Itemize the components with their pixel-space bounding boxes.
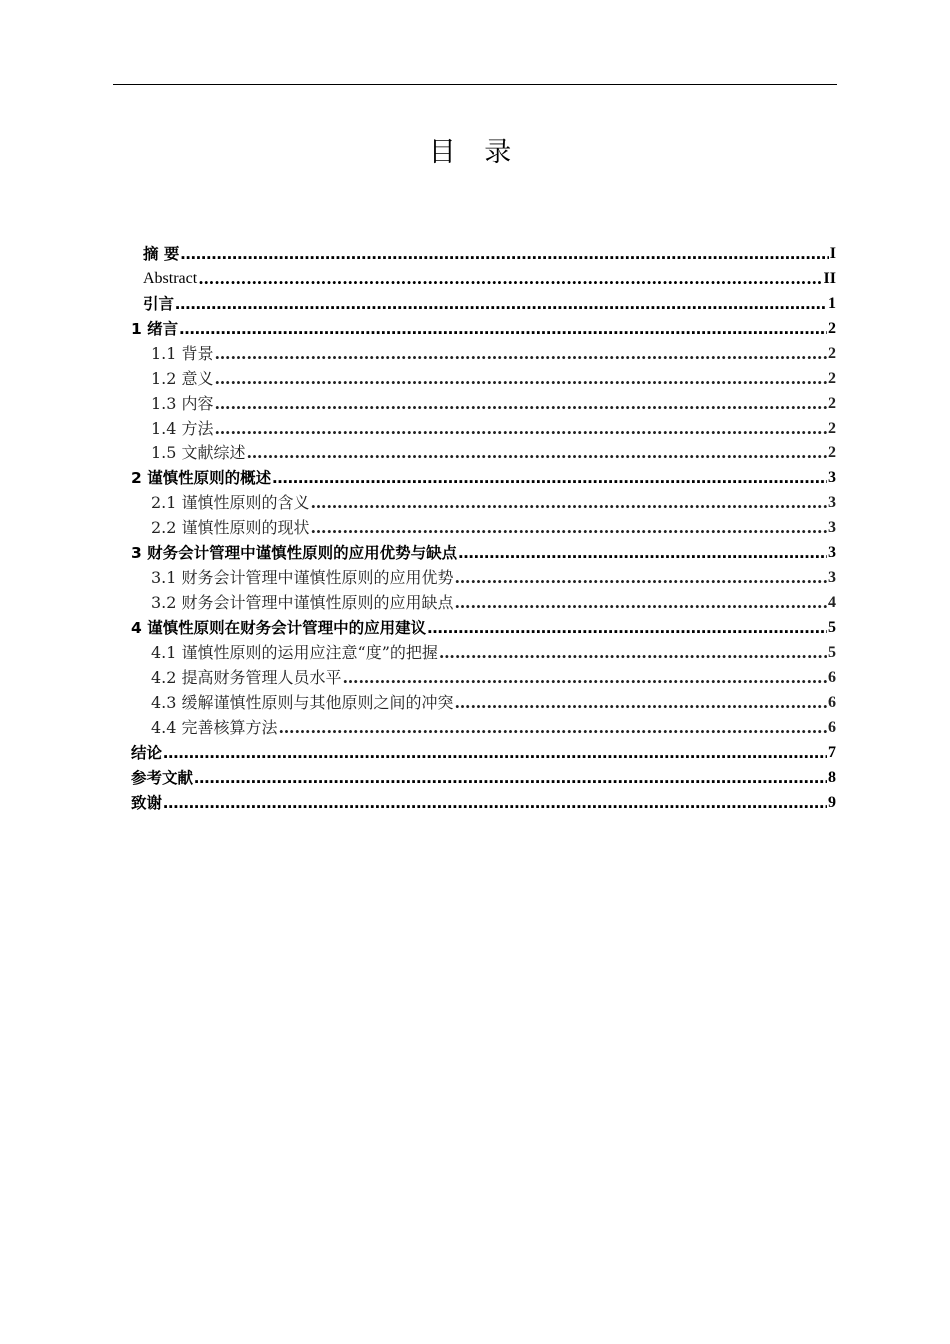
toc-entry-section-2-1[interactable]	[131, 488, 836, 513]
toc-page-number: 6	[828, 693, 836, 711]
toc-leader	[180, 244, 828, 264]
toc-leader	[458, 543, 827, 563]
toc-page-number: 5	[828, 619, 836, 636]
toc-page-number: 3	[828, 494, 836, 512]
toc-entry-label: Abstract	[143, 269, 198, 287]
toc-entry-label: 2 谨慎性原则的概述	[131, 469, 272, 488]
toc-entry-label: 引言	[143, 294, 175, 313]
toc-entry-section-4-1[interactable]	[131, 638, 836, 663]
toc-page-number: 4	[828, 594, 836, 612]
toc-page-number: 2	[828, 319, 836, 337]
toc-page-number: I	[829, 244, 836, 262]
toc-entry-chapter-4[interactable]	[131, 613, 836, 638]
toc-entry-label: 参考文献	[131, 768, 194, 787]
toc-entry-section-1-1[interactable]	[131, 339, 836, 364]
toc-entry-section-1-3[interactable]	[131, 389, 836, 414]
toc-entry-section-1-2[interactable]	[131, 364, 836, 389]
toc-entry-chapter-3[interactable]	[131, 538, 836, 563]
toc-page-number: 2	[828, 419, 836, 437]
toc-leader	[279, 718, 827, 738]
toc-entry-section-1-4[interactable]	[131, 414, 836, 439]
toc-entry-abstract-en[interactable]	[131, 264, 836, 289]
toc-page-number: 6	[828, 668, 836, 686]
toc-leader	[215, 419, 827, 439]
toc-entry-section-2-2[interactable]	[131, 513, 836, 538]
header-rule	[113, 84, 837, 85]
toc-page-number: 2	[828, 394, 836, 412]
toc-leader	[247, 443, 827, 463]
toc-leader	[215, 369, 827, 389]
toc-leader	[311, 493, 827, 513]
toc-leader	[215, 394, 827, 414]
table-of-contents	[131, 239, 836, 813]
toc-entry-label: 3.1 财务会计管理中谨慎性原则的应用优势	[151, 568, 454, 588]
toc-entry-chapter-1[interactable]	[131, 314, 836, 339]
toc-leader	[455, 593, 827, 613]
toc-entry-label: 致谢	[131, 793, 163, 812]
toc-entry-label: 4.2 提高财务管理人员水平	[151, 667, 342, 687]
toc-page-number: 3	[828, 469, 836, 487]
toc-entry-section-4-2[interactable]	[131, 663, 836, 688]
toc-entry-label: 2.2 谨慎性原则的现状	[151, 518, 310, 538]
toc-leader	[194, 768, 827, 788]
toc-page-number: 5	[828, 643, 836, 661]
toc-entry-introduction[interactable]	[131, 289, 836, 314]
toc-leader	[179, 319, 827, 339]
toc-leader	[455, 568, 827, 588]
toc-page-number: 3	[828, 519, 836, 537]
toc-page-number: 7	[828, 743, 836, 761]
toc-page-number: 3	[828, 569, 836, 587]
toc-entry-section-4-4[interactable]	[131, 713, 836, 738]
toc-leader	[272, 468, 827, 488]
toc-entry-label: 3.2 财务会计管理中谨慎性原则的应用缺点	[151, 593, 454, 613]
toc-leader	[311, 518, 827, 538]
toc-entry-section-3-2[interactable]	[131, 588, 836, 613]
toc-leader	[215, 344, 827, 364]
toc-page-number: 2	[828, 344, 836, 362]
page-title: 目 录	[428, 137, 522, 168]
toc-entry-label: 4.4 完善核算方法	[151, 717, 278, 737]
toc-entry-label: 1 绪言	[131, 319, 179, 338]
toc-entry-chapter-2[interactable]	[131, 463, 836, 488]
toc-entry-conclusion[interactable]	[131, 738, 836, 763]
toc-page-number: II	[823, 269, 836, 287]
toc-entry-label: 1.2 意义	[151, 368, 214, 388]
toc-entry-label: 3 财务会计管理中谨慎性原则的应用优势与缺点	[131, 544, 458, 563]
toc-entry-label: 结论	[131, 743, 163, 762]
toc-leader	[163, 793, 827, 813]
toc-page-number: 2	[828, 369, 836, 387]
toc-entry-label: 摘 要	[143, 244, 180, 263]
toc-leader	[198, 269, 822, 289]
toc-leader	[427, 618, 827, 638]
toc-entry-label: 1.1 背景	[151, 343, 214, 363]
toc-entry-abstract-cn[interactable]	[131, 239, 836, 264]
toc-leader	[439, 643, 827, 663]
toc-entry-label: 4.3 缓解谨慎性原则与其他原则之间的冲突	[151, 692, 454, 712]
toc-entry-section-1-5[interactable]	[131, 439, 836, 464]
toc-leader	[175, 294, 827, 314]
toc-leader	[343, 668, 827, 688]
toc-page-number: 8	[828, 768, 836, 786]
toc-entry-label: 1.3 内容	[151, 393, 214, 413]
toc-entry-label: 4 谨慎性原则在财务会计管理中的应用建议	[131, 619, 427, 637]
toc-page-number: 9	[828, 793, 836, 811]
toc-entry-label: 2.1 谨慎性原则的含义	[151, 493, 310, 513]
toc-entry-label: 1.4 方法	[151, 418, 214, 438]
toc-entry-section-3-1[interactable]	[131, 563, 836, 588]
toc-page-number: 2	[828, 444, 836, 462]
toc-leader	[455, 693, 827, 713]
toc-page-number: 6	[828, 718, 836, 736]
toc-page-number: 1	[828, 294, 836, 312]
toc-entry-acknowledgements[interactable]	[131, 788, 836, 813]
toc-entry-label: 1.5 文献综述	[151, 443, 246, 463]
toc-leader	[163, 743, 827, 763]
toc-entry-label: 4.1 谨慎性原则的运用应注意“度”的把握	[151, 642, 438, 662]
toc-entry-section-4-3[interactable]	[131, 688, 836, 713]
toc-page-number: 3	[828, 544, 836, 562]
toc-entry-references[interactable]	[131, 763, 836, 788]
